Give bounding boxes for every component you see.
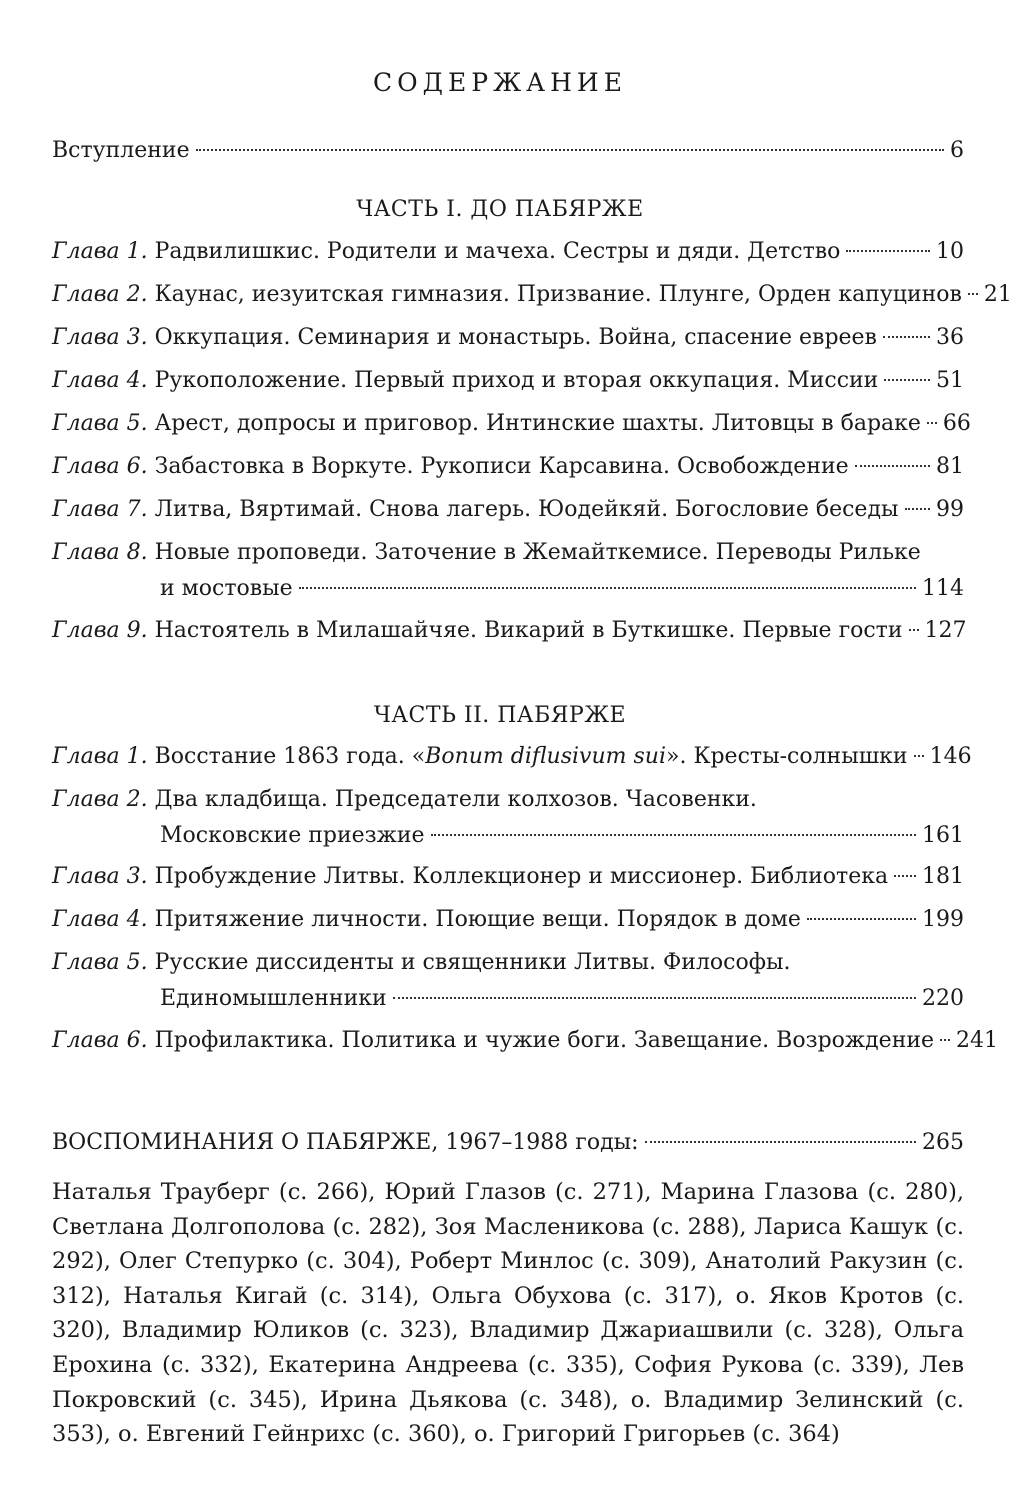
toc-entry-part2-ch6 — [52, 1023, 999, 1059]
chapter-prefix: Глава 4. — [52, 368, 148, 393]
page-number: 220 — [922, 986, 964, 1011]
chapter-prefix: Глава 1. — [52, 239, 148, 264]
chapter-title: Два кладбища. Председатели колхозов. Часовенки. — [154, 787, 757, 812]
page-number: 99 — [936, 497, 964, 522]
chapter-title-continued: Единомышленники — [160, 986, 387, 1011]
chapter-title-start: Восстание 1863 года. « — [154, 744, 426, 769]
toc-entry-part2-ch2 — [52, 782, 964, 854]
entry-label: Вступление — [52, 138, 190, 163]
page-number: 114 — [922, 576, 964, 601]
page-number: 81 — [936, 454, 964, 479]
chapter-title: Профилактика. Политика и чужие боги. Завещание. Возрождение — [154, 1028, 935, 1053]
toc-entry-intro — [52, 133, 964, 169]
page-number: 181 — [922, 864, 964, 889]
page-number: 10 — [936, 239, 964, 264]
page-number: 265 — [922, 1130, 964, 1155]
toc-entry-part1-ch3 — [52, 320, 964, 356]
page-title: СОДЕРЖАНИЕ — [373, 68, 627, 97]
dot-leader — [927, 422, 937, 424]
dot-leader — [393, 997, 916, 999]
dot-leader — [196, 149, 944, 151]
page-number: 241 — [956, 1028, 999, 1053]
latin-motto: Bonum diflusivum sui — [425, 744, 666, 769]
page-number: 21 — [983, 282, 1012, 307]
memoirs-label: ВОСПОМИНАНИЯ О ПАБЯРЖЕ, 1967–1988 годы: — [52, 1130, 639, 1155]
part-1-title: ЧАСТЬ I. ДО ПАБЯРЖЕ — [356, 197, 644, 222]
toc-entry-part2-ch1 — [52, 739, 972, 775]
chapter-title: Оккупация. Семинария и монастырь. Война, спасение евреев — [154, 325, 877, 350]
toc-entry-part2-ch3 — [52, 859, 964, 895]
page-number: 66 — [942, 411, 971, 436]
chapter-title: Настоятель в Милашайчяе. Викарий в Буткишке. Первые гости — [154, 618, 903, 643]
dot-leader — [914, 755, 924, 757]
memoir-authors-list: Наталья Трауберг (с. 266), Юрий Глазов (с. 271), Марина Глазова (с. 280), Светлана Долгополова (с. 282), Зоя Масленикова (с. 288), Лариса Кашук (с. 292), Олег Степурко (с. 304), Роберт Минлос (с. 309), Анатолий Ракузин (с. 312), Наталья Кигай (с. 314), Ольга Обухова (с. 317), о. Яков Кротов (с. 320), Владимир Юликов (с. 323), Владимир Джариашвили (с. 328), Ольга Ерохина (с. 332), Екатерина Андреева (с. 335), София Рукова (с. 339), Лев Покровский (с. 345), Ирина Дьякова (с. 348), о. Владимир Зелинский (с. 353), о. Евгений Гейнрихс (с. 360), о. Григорий Григорьев (с. 364) — [52, 1179, 964, 1448]
dot-leader — [905, 508, 930, 510]
toc-entry-part1-ch5 — [52, 406, 971, 442]
page-number: 6 — [950, 138, 964, 163]
chapter-title-continued: Московские приезжие — [160, 823, 425, 848]
chapter-prefix: Глава 4. — [52, 907, 148, 932]
dot-leader — [645, 1141, 916, 1143]
page-number: 199 — [922, 907, 964, 932]
chapter-title: Пробуждение Литвы. Коллекционер и миссионер. Библиотека — [154, 864, 889, 889]
chapter-title: Новые проповеди. Заточение в Жемайткемисе. Переводы Рильке — [154, 540, 921, 565]
page-number: 127 — [924, 618, 967, 643]
page-number: 146 — [929, 744, 972, 769]
toc-entry-part1-ch9 — [52, 613, 967, 649]
part-2-title: ЧАСТЬ II. ПАБЯРЖЕ — [373, 703, 627, 728]
dot-leader — [299, 587, 916, 589]
chapter-title: Рукоположение. Первый приход и вторая оккупация. Миссии — [154, 368, 879, 393]
dot-leader — [855, 465, 930, 467]
page-number: 51 — [936, 368, 964, 393]
dot-leader — [883, 336, 930, 338]
dot-leader — [807, 918, 916, 920]
toc-entry-part2-ch4 — [52, 902, 964, 938]
toc-entry-part1-ch6 — [52, 449, 964, 485]
chapter-prefix: Глава 3. — [52, 325, 148, 350]
dot-leader — [940, 1039, 950, 1041]
dot-leader — [884, 379, 930, 381]
page-number: 161 — [922, 823, 964, 848]
dot-leader — [431, 834, 916, 836]
chapter-prefix: Глава 3. — [52, 864, 148, 889]
chapter-title: Каунас, иезуитская гимназия. Призвание. Плунге, Орден капуцинов — [154, 282, 962, 307]
chapter-title: Арест, допросы и приговор. Интинские шахты. Литовцы в бараке — [154, 411, 921, 436]
chapter-prefix: Глава 9. — [52, 618, 148, 643]
chapter-prefix: Глава 5. — [52, 950, 148, 975]
toc-entry-part2-ch5 — [52, 945, 964, 1017]
toc-entry-memoirs — [52, 1125, 964, 1161]
chapter-title: Забастовка в Воркуте. Рукописи Карсавина. Освобождение — [154, 454, 849, 479]
toc-entry-part1-ch7 — [52, 492, 964, 528]
chapter-prefix: Глава 6. — [52, 454, 148, 479]
chapter-prefix: Глава 2. — [52, 787, 148, 812]
toc-entry-part1-ch2 — [52, 277, 1012, 313]
chapter-title: Русские диссиденты и священники Литвы. Философы. — [154, 950, 791, 975]
chapter-prefix: Глава 7. — [52, 497, 148, 522]
dot-leader — [909, 629, 919, 631]
dot-leader — [968, 293, 978, 295]
dot-leader — [894, 875, 916, 877]
chapter-prefix: Глава 5. — [52, 411, 148, 436]
chapter-title-continued: и мостовые — [160, 576, 293, 601]
page-number: 36 — [936, 325, 964, 350]
chapter-title: Радвилишкис. Родители и мачеха. Сестры и дяди. Детство — [154, 239, 841, 264]
chapter-title-end: ». Кресты-солнышки — [666, 744, 908, 769]
toc-entry-part1-ch4 — [52, 363, 964, 399]
toc-entry-part1-ch1 — [52, 234, 964, 270]
toc-entry-part1-ch8 — [52, 535, 964, 607]
chapter-prefix: Глава 8. — [52, 540, 148, 565]
chapter-prefix: Глава 2. — [52, 282, 148, 307]
dot-leader — [846, 250, 930, 252]
chapter-prefix: Глава 6. — [52, 1028, 148, 1053]
chapter-title: Притяжение личности. Поющие вещи. Порядок в доме — [154, 907, 801, 932]
chapter-prefix: Глава 1. — [52, 744, 148, 769]
chapter-title: Литва, Вяртимай. Снова лагерь. Юодейкяй. Богословие беседы — [154, 497, 899, 522]
